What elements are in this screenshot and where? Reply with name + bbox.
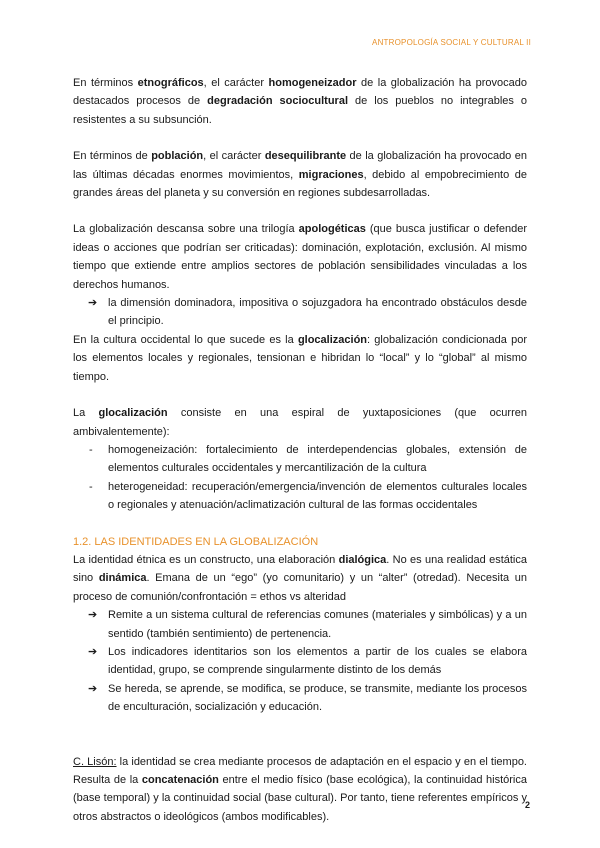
bold-term: degradación sociocultural — [207, 95, 349, 108]
list-item — [73, 294, 527, 331]
bold-term: glocalización — [98, 407, 168, 420]
list-item-text: la dimensión dominadora, impositiva o sojuzgadora ha encontrado obstáculos desde el principio. — [108, 297, 527, 328]
text: . No es una realidad estática sino — [73, 553, 527, 585]
text: , debido al empobrecimiento de grandes áreas del planeta y su conversión en regiones subdesarrolladas. — [73, 168, 528, 200]
bold-term: glocalización — [297, 333, 368, 346]
text: La globalización descansa sobre una trilogía — [73, 223, 299, 236]
paragraph-glocalization — [73, 331, 527, 386]
list-item — [73, 606, 527, 643]
list-item-text: Remite a un sistema cultural de referencias comunes (materiales y simbólicas) y a un sentido (también sentimiento) de pertenencia. — [108, 609, 527, 640]
text: En términos de — [73, 150, 152, 163]
paragraph-ethnographic — [73, 74, 527, 129]
list-item-text: heterogeneidad: recuperación/emergencia/invención de elementos culturales locales o regionales y atenuación/aclimatización cultural de las formas occidentales — [108, 480, 527, 512]
arrow-icon: ➔ — [88, 645, 98, 658]
author-reference: C. Lisón: — [73, 755, 117, 768]
running-header: ANTROPOLOGÍA SOCIAL Y CULTURAL II — [372, 38, 531, 47]
arrow-list — [73, 606, 527, 716]
list-item — [73, 680, 527, 717]
text: de los pueblos no integrables o resistentes a su subsunción. — [73, 95, 528, 126]
text: , el carácter — [203, 77, 269, 89]
list-item-text: Se hereda, se aprende, se modifica, se produce, se transmite, mediante los procesos de enculturación, socialización y educación. — [108, 682, 527, 714]
text: , el carácter — [203, 150, 265, 163]
paragraph-population — [73, 147, 527, 202]
arrow-list — [73, 294, 527, 331]
arrow-icon: ➔ — [88, 682, 98, 695]
text: La identidad étnica es un constructo, una elaboración — [73, 553, 339, 566]
dash-icon: - — [89, 480, 93, 493]
bold-term: concatenación — [141, 774, 219, 786]
document-body — [73, 74, 527, 826]
arrow-icon: ➔ — [88, 609, 98, 622]
bold-term: migraciones — [298, 168, 364, 181]
section-title: 1.2. LAS IDENTIDADES EN LA GLOBALIZACIÓN — [73, 535, 319, 548]
bold-term: homogeneizador — [268, 77, 357, 89]
bold-term: dialógica — [338, 553, 387, 566]
text: La — [73, 407, 99, 420]
arrow-icon: ➔ — [88, 297, 98, 310]
dash-icon: - — [89, 443, 93, 456]
paragraph-glocalization-spiral — [73, 404, 527, 441]
list-item-text: homogeneización: fortalecimiento de interdependencias globales, extensión de elementos culturales occidentales y mercantilización de la cultura — [108, 443, 527, 475]
bold-term: dinámica — [98, 572, 147, 585]
text: (que busca justificar o defender ideas o acciones que podrían ser criticadas): dominación, explotación, exclusión. Al mismo tiempo que extiende entre amplios sectores de población sensibilidades vinculadas a los derechos humanos. — [73, 223, 527, 291]
text: En términos — [73, 77, 138, 89]
text: . Emana de un “ego” (yo comunitario) y un “alter” (otredad). Necesita un proceso de comunión/confrontación = ethos vs alteridad — [73, 572, 527, 603]
bold-term: apologéticas — [298, 223, 366, 236]
text: En la cultura occidental lo que sucede es la — [73, 333, 298, 346]
bold-term: etnográficos — [137, 77, 204, 89]
text: entre el medio físico (base ecológica), la continuidad histórica (base temporal) y la continuidad social (base cultural). Por tanto, tiene referentes empíricos y otros abstractos o ideológicos (ambos modificables). — [73, 774, 527, 823]
paragraph-lison — [73, 753, 527, 827]
bold-term: población — [151, 150, 204, 163]
list-item — [73, 643, 527, 680]
text: : globalización condicionada por los elementos locales y regionales, tensionan e hibridan lo “local” y lo “global” al mismo tiempo. — [73, 333, 527, 383]
paragraph-trilogy — [73, 220, 527, 294]
text: de la globalización ha provocado destacados procesos de — [73, 77, 528, 108]
text: consiste en una espiral de yuxtaposiciones (que ocurren ambivalentemente): — [73, 407, 527, 438]
text: de la globalización ha provocado en las últimas décadas enormes movimientos, — [73, 150, 527, 181]
text: la identidad se crea mediante procesos de adaptación en el espacio y en el tiempo. Resulta de la — [73, 755, 527, 786]
bold-term: desequilibrante — [264, 150, 347, 163]
list-item — [73, 478, 527, 515]
page-number: 2 — [524, 800, 530, 810]
list-item-text: Los indicadores identitarios son los elementos a partir de los cuales se elabora identidad, grupo, se comprende singularmente distinto de los demás — [108, 645, 527, 677]
list-item — [73, 441, 527, 478]
paragraph-identity — [73, 551, 527, 606]
dash-list — [73, 441, 527, 515]
